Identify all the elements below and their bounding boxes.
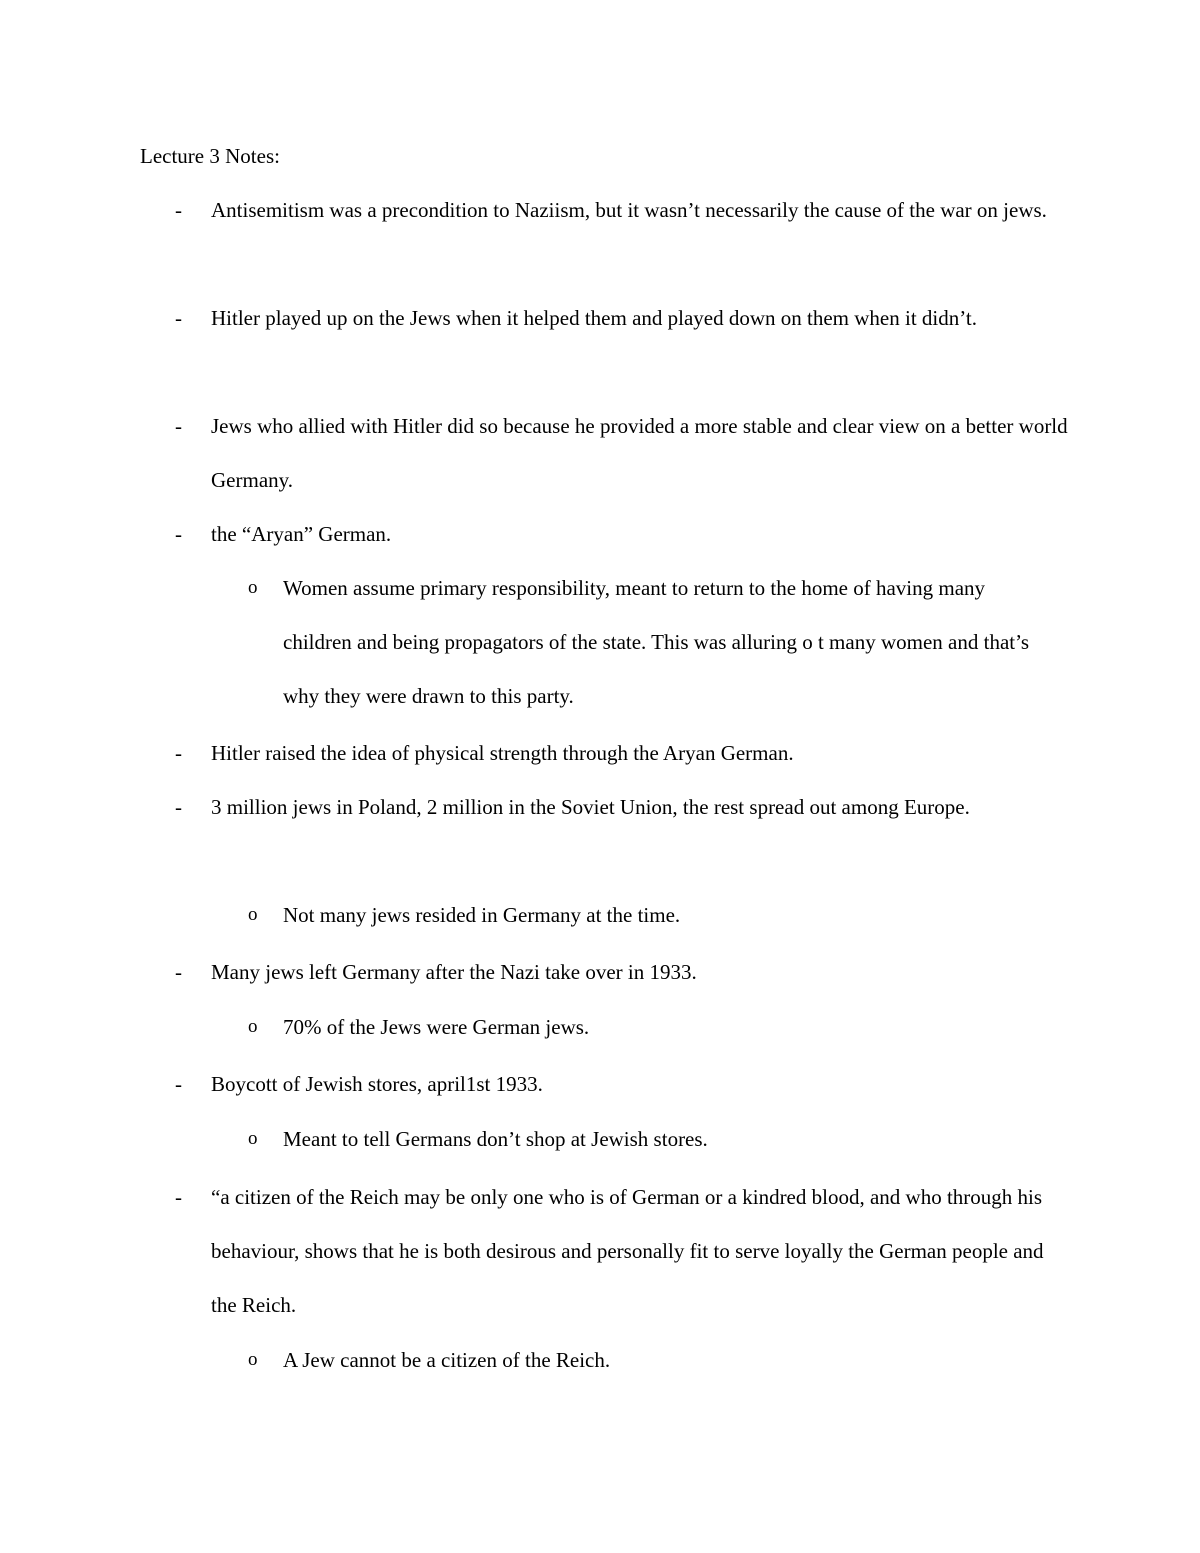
sub-list-item — [248, 561, 1043, 723]
bullet-circle: o — [248, 1016, 258, 1037]
list-item — [175, 780, 1071, 834]
list-item — [175, 1057, 1071, 1111]
bullet-dash: - — [175, 960, 182, 984]
list-item — [175, 399, 1071, 507]
list-item — [175, 183, 1071, 237]
sub-list-item — [248, 888, 1043, 942]
list-item-text: Meant to tell Germans don’t shop at Jewish stores. — [283, 1127, 708, 1151]
list-item-text: Not many jews resided in Germany at the time. — [283, 903, 681, 927]
list-item-text: Jews who allied with Hitler did so because he provided a more stable and clear view on a better world Germany. — [211, 414, 1068, 492]
bullet-dash: - — [175, 1185, 182, 1209]
list-item-text: “a citizen of the Reich may be only one who is of German or a kindred blood, and who through his behaviour, shows that he is both desirous and personally fit to serve loyally the German people and the Reich. — [211, 1185, 1044, 1317]
list-item-text: A Jew cannot be a citizen of the Reich. — [283, 1348, 611, 1372]
bullet-dash: - — [175, 306, 182, 330]
bullet-circle: o — [248, 577, 258, 598]
list-item-text: Many jews left Germany after the Nazi take over in 1933. — [211, 960, 697, 984]
bullet-dash: - — [175, 198, 182, 222]
bullet-dash: - — [175, 741, 182, 765]
list-item-text: Antisemitism was a precondition to Naziism, but it wasn’t necessarily the cause of the war on jews. — [211, 198, 1047, 222]
sub-list-item — [248, 1333, 1043, 1387]
sub-list-item — [248, 1000, 1043, 1054]
list-item — [175, 291, 1071, 345]
bullet-circle: o — [248, 1128, 258, 1149]
bullet-dash: - — [175, 795, 182, 819]
sub-list-item — [248, 1112, 1043, 1166]
list-item-text: Hitler raised the idea of physical strength through the Aryan German. — [211, 741, 794, 765]
list-item-text: 3 million jews in Poland, 2 million in the Soviet Union, the rest spread out among Europe. — [211, 795, 970, 819]
bullet-dash: - — [175, 522, 182, 546]
list-item — [175, 945, 1071, 999]
list-item-text: the “Aryan” German. — [211, 522, 392, 546]
bullet-dash: - — [175, 1072, 182, 1096]
list-item-text: Hitler played up on the Jews when it helped them and played down on them when it didn’t. — [211, 306, 977, 330]
list-item — [175, 507, 1071, 561]
list-item — [175, 1170, 1071, 1332]
list-item — [175, 726, 1071, 780]
list-item-text: Women assume primary responsibility, meant to return to the home of having many children and being propagators of the state. This was alluring o t many women and that’s why they were drawn to this party. — [283, 576, 1030, 708]
list-item-text: 70% of the Jews were German jews. — [283, 1015, 590, 1039]
document-title: Lecture 3 Notes: — [140, 144, 280, 168]
bullet-circle: o — [248, 1349, 258, 1370]
list-item-text: Boycott of Jewish stores, april1st 1933. — [211, 1072, 543, 1096]
bullet-circle: o — [248, 904, 258, 925]
bullet-dash: - — [175, 414, 182, 438]
